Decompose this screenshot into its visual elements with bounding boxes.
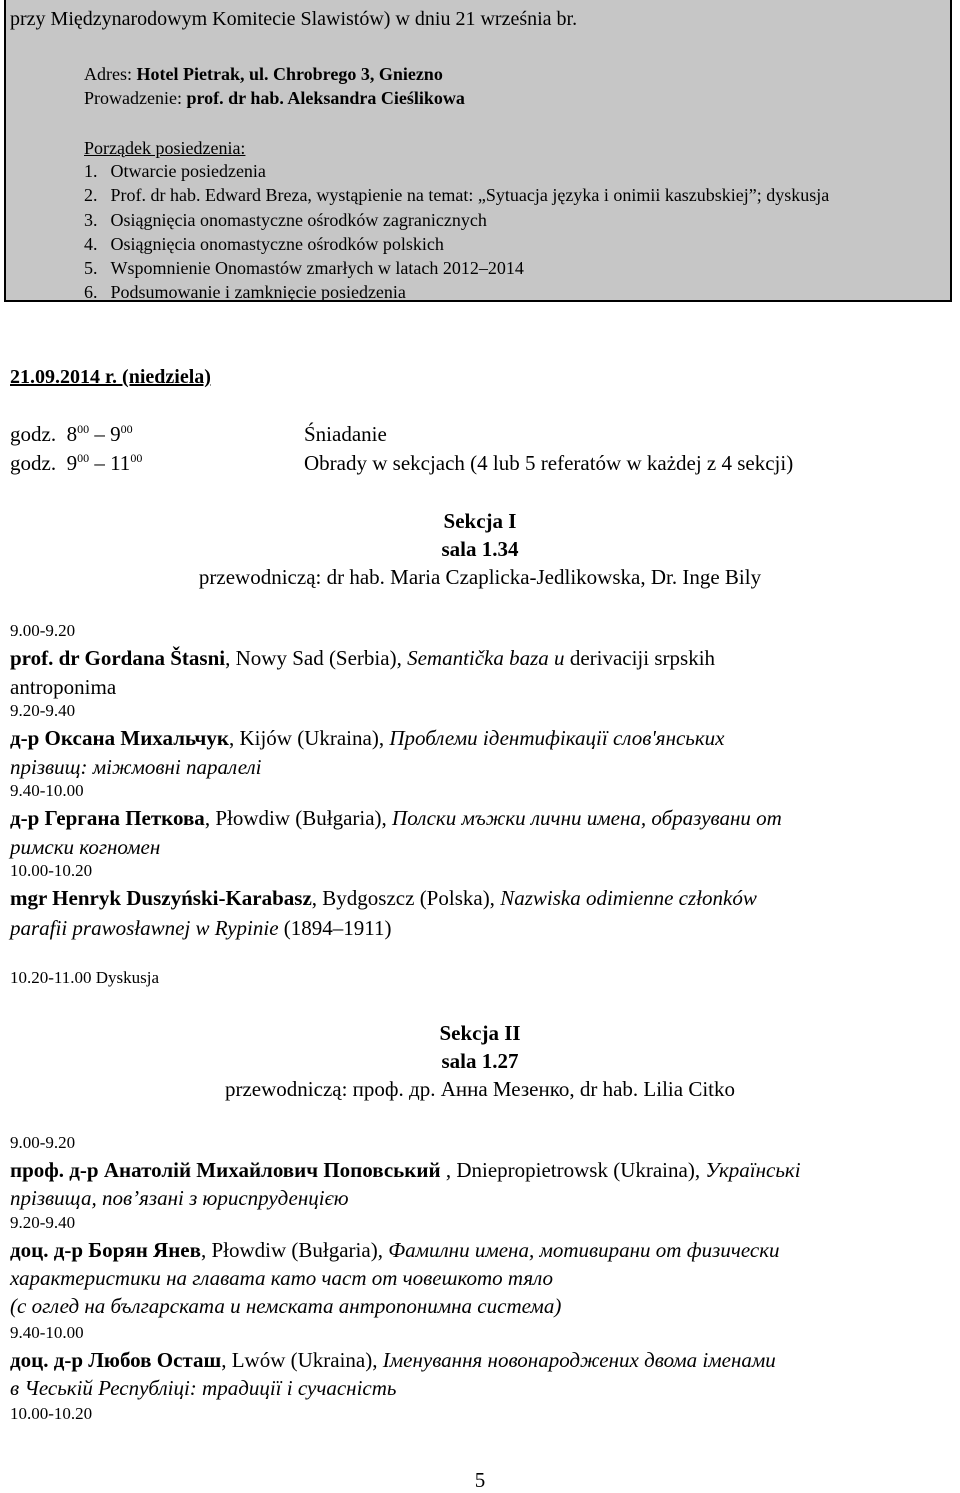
section-title: Sekcja II <box>439 1021 521 1045</box>
talk-time: 10.00-10.20 <box>10 861 93 880</box>
agenda-item <box>84 161 266 182</box>
talk-speaker: д-р Гергана Петкова <box>10 806 205 830</box>
talk-time: 9.40-10.00 <box>10 781 84 800</box>
talk-time: 9.00-9.20 <box>10 621 76 640</box>
talk-title-cont: parafii prawosławnej w Rypinie (1894–1911) <box>10 916 392 940</box>
page-number: 5 <box>474 1468 486 1492</box>
talk-line <box>10 886 757 911</box>
agenda-item <box>84 258 524 279</box>
address-value: Hotel Pietrak, ul. Chrobrego 3, Gniezno <box>136 64 443 84</box>
talk-title: Nazwiska odimienne członków <box>500 886 757 910</box>
talk-title-cont: (с оглед на българската и немската антропонимна система) <box>10 1294 562 1318</box>
talk-title-rest: derivaciji srpskih <box>564 646 716 670</box>
schedule-time: $8^{00} - 9^{00}$ <box>66 422 133 446</box>
talk-time: 9.20-9.40 <box>10 1213 76 1232</box>
agenda-item <box>84 185 829 206</box>
lead-label: Prowadzenie: <box>84 88 182 108</box>
agenda-text: Prof. dr hab. Edward Breza, wystąpienie na temat: „Sytuacja języka i onimii kaszubskiej”; dyskusja <box>110 185 830 205</box>
talk-title-cont: в Чеській Республіці: традиції і сучасність <box>10 1376 397 1400</box>
agenda-num: 2. <box>84 185 98 205</box>
section-room: sala 1.34 <box>441 537 519 561</box>
talk-place: , Kijów (Ukraina), <box>228 726 390 750</box>
agenda-text: Osiągnięcia onomastyczne ośrodków zagranicznych <box>110 210 487 230</box>
agenda-num: 5. <box>84 258 98 278</box>
schedule-event: Śniadanie <box>304 422 387 446</box>
talk-place: , Dniepropietrowsk (Ukraina), <box>440 1158 706 1182</box>
agenda-num: 1. <box>84 161 98 181</box>
schedule-label: godz. <box>10 422 57 446</box>
talk-title: Українські <box>705 1158 801 1182</box>
discussion: 10.20-11.00 Dyskusja <box>10 968 160 987</box>
talk-speaker: д-р Оксана Михальчук <box>10 726 229 750</box>
agenda-item <box>84 234 444 255</box>
talk-place: , Płowdiw (Bułgaria), <box>200 1238 389 1262</box>
agenda-item <box>84 282 406 303</box>
lead-line <box>84 88 465 109</box>
talk-line <box>10 646 715 671</box>
section-chairs: przewodniczą: dr hab. Maria Czaplicka-Jedlikowska, Dr. Inge Bily <box>198 565 762 589</box>
talk-title-cont: прізвища, пов’язані з юриспруденцією <box>10 1186 349 1210</box>
talk-line <box>10 806 782 831</box>
agenda-title: Porządek posiedzenia: <box>84 138 246 158</box>
address-line <box>84 64 443 85</box>
talk-title: Фамилни имена, мотивирани от физически <box>388 1238 780 1262</box>
talk-time: 9.20-9.40 <box>10 701 76 720</box>
agenda-num: 4. <box>84 234 98 254</box>
talk-title-cont: римски когномен <box>10 835 161 859</box>
talk-title: Semantička baza u <box>407 646 565 670</box>
talk-title-cont: antroponima <box>10 675 117 699</box>
schedule-row <box>10 422 133 447</box>
talk-title: Проблеми ідентифікації слов'янських <box>389 726 725 750</box>
talk-place: , Płowdiw (Bułgaria), <box>204 806 393 830</box>
schedule-time: $9^{00} - 11^{00}$ <box>66 451 143 475</box>
talk-place: , Bydgoszcz (Polska), <box>311 886 501 910</box>
talk-speaker: доц. д-р Любов Осташ <box>10 1348 222 1372</box>
agenda-text: Osiągnięcia onomastyczne ośrodków polskich <box>110 234 444 254</box>
talk-speaker: mgr Henryk Duszyński-Karabasz <box>10 886 312 910</box>
agenda-num: 3. <box>84 210 98 230</box>
talk-title: Іменування новонароджених двома іменами <box>382 1348 776 1372</box>
talk-speaker: prof. dr Gordana Štasni <box>10 646 226 670</box>
talk-line <box>10 1348 776 1373</box>
talk-time: 9.40-10.00 <box>10 1323 84 1342</box>
schedule-event: Obrady w sekcjach (4 lub 5 referatów w każdej z 4 sekcji) <box>304 451 794 475</box>
section-room: sala 1.27 <box>441 1049 519 1073</box>
agenda-text: Podsumowanie i zamknięcie posiedzenia <box>110 282 406 302</box>
section-chairs: przewodniczą: проф. др. Анна Мезенко, dr hab. Lilia Citko <box>224 1077 736 1101</box>
talk-line <box>10 1158 801 1183</box>
address-label: Adres: <box>84 64 132 84</box>
talk-title: Полски мъжки лични имена, образувани от <box>392 806 782 830</box>
talk-speaker: проф. д-р Анатолій Михайлович Поповський <box>10 1158 441 1182</box>
schedule-row <box>10 451 142 476</box>
talk-title-cont: характеристики на главата като част от човешкото тяло <box>10 1266 554 1290</box>
talk-place: , Nowy Sad (Serbia), <box>225 646 408 670</box>
talk-speaker: доц. д-р Борян Янев <box>10 1238 201 1262</box>
talk-line <box>10 1238 780 1263</box>
talk-time: 9.00-9.20 <box>10 1133 76 1152</box>
talk-time: 10.00-10.20 <box>10 1404 93 1423</box>
talk-title-cont: прізвищ: міжмовні паралелі <box>10 755 262 779</box>
agenda-text: Wspomnienie Onomastów zmarłych w latach 2012–2014 <box>110 258 524 278</box>
schedule-label: godz. <box>10 451 57 475</box>
agenda-num: 6. <box>84 282 98 302</box>
section-title: Sekcja I <box>443 509 517 533</box>
talk-place: , Lwów (Ukraina), <box>221 1348 383 1372</box>
date-heading: 21.09.2014 r. (niedziela) <box>10 366 211 388</box>
agenda-text: Otwarcie posiedzenia <box>110 161 266 181</box>
intro-line: przy Międzynarodowym Komitecie Slawistów) w dniu 21 września br. <box>10 8 578 30</box>
agenda-item <box>84 210 487 231</box>
lead-value: prof. dr hab. Aleksandra Cieślikowa <box>186 88 465 108</box>
talk-line <box>10 726 725 751</box>
